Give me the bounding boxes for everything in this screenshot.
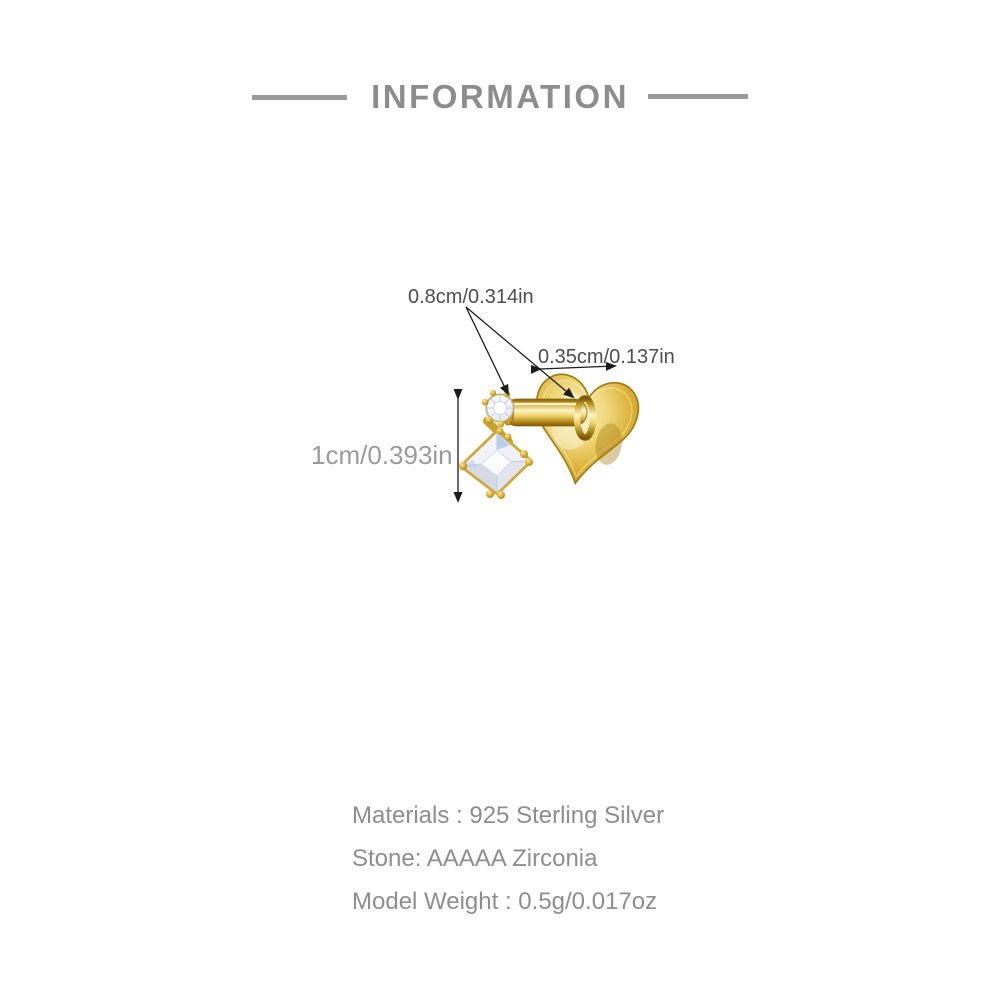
prong-ball [520,450,528,458]
square-stone [459,428,533,500]
materials-line: Materials : 925 Sterling Silver [352,802,665,829]
prong-ball [490,390,496,396]
cluster-height-label: 1cm/0.393in [311,440,453,470]
prong-ball [497,428,504,435]
prong-ball [482,399,489,406]
weight-line: Model Weight : 0.5g/0.017oz [352,888,658,915]
prong-ball [459,462,467,470]
heart-back [525,371,642,491]
prong-ball [485,416,492,423]
prong-ball [525,458,533,466]
heart-width-label: 0.35cm/0.137in [538,346,675,368]
prong-ball [486,490,494,498]
earring-illustration [459,371,642,499]
prong-ball [498,421,504,427]
prong-ball [505,434,512,441]
prong-ball [497,491,505,499]
stone-line: Stone: AAAAA Zirconia [352,845,598,872]
page-title: INFORMATION [371,78,629,115]
bar-length-label: 0.8cm/0.314in [408,286,534,308]
